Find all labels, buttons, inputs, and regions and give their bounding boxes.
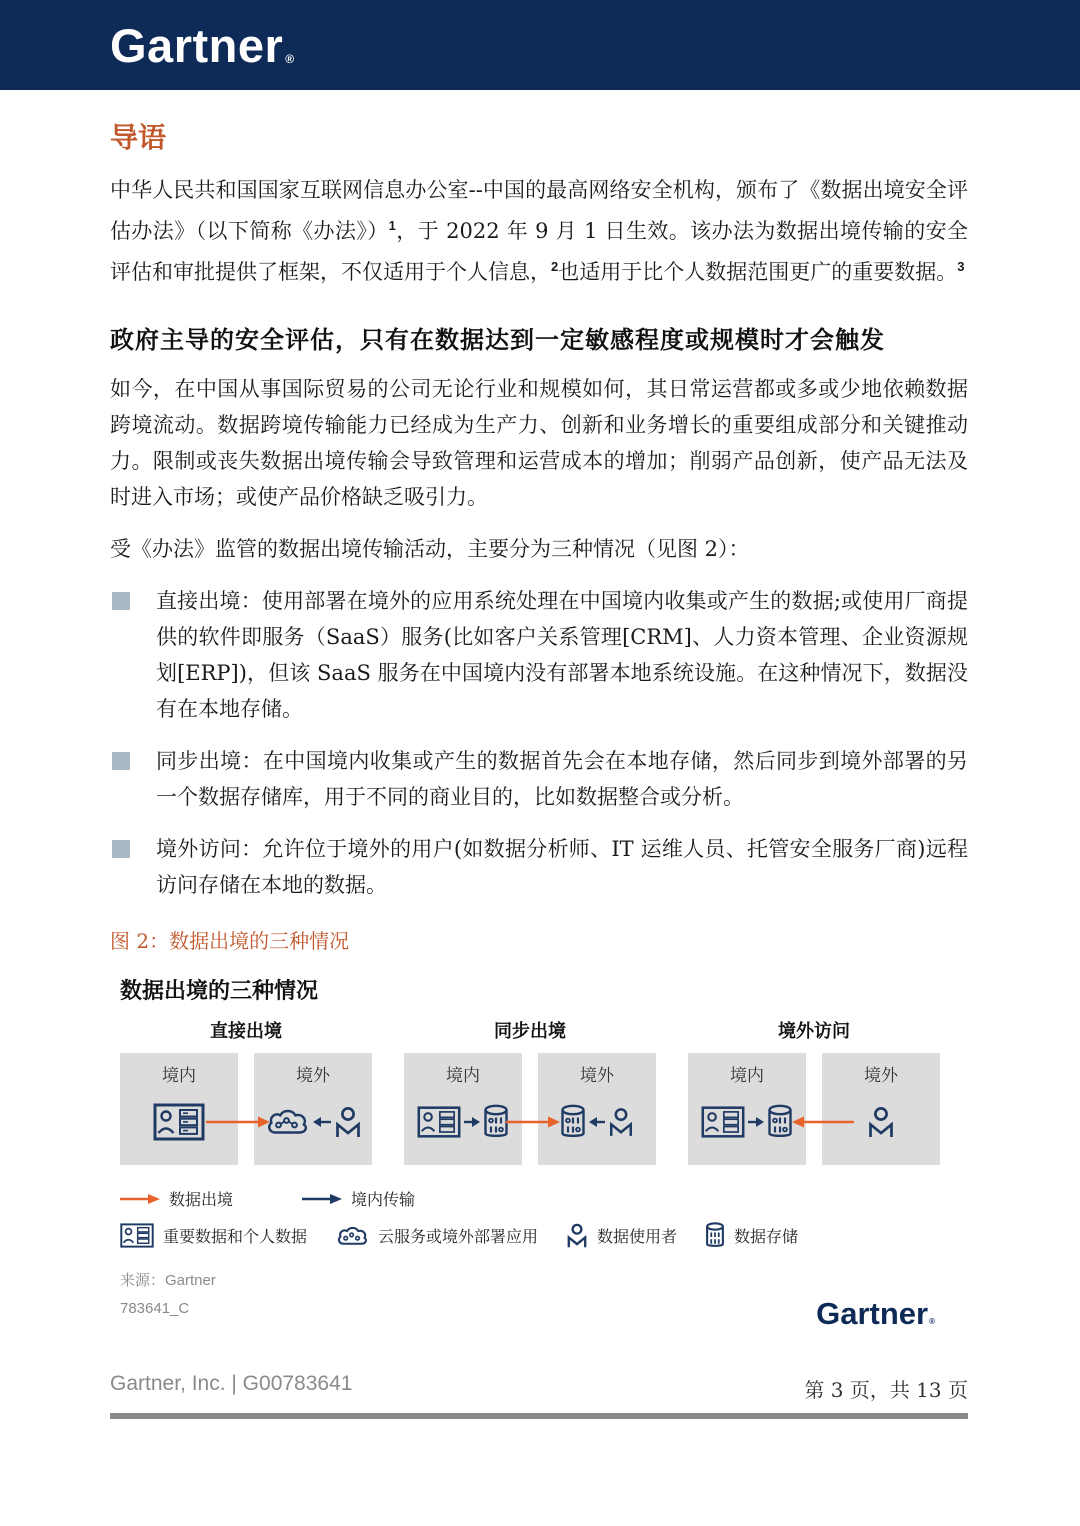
section-paragraph-1: 如今，在中国从事国际贸易的公司无论行业和规模如何，其日常运营都或多或少地依赖数据跨境流动。数据跨境传输能力已经成为生产力、创新和业务增长的重要组成部分和关键推动力。限制或丧失数据出境传输会导致管理和运营成本的增加；削弱产品创新，使产品无法及时进入市场；或使产品价格缺乏吸引力。 [110, 377, 968, 509]
bullet-text: 境外访问：允许位于境外的用户(如数据分析师、IT 运维人员、托管安全服务厂商)远程访问存储在本地的数据。 [156, 837, 968, 897]
zone-label: 境内 [730, 1066, 764, 1085]
figure-doc-code: 783641_C [120, 1300, 190, 1317]
user-icon [608, 1107, 634, 1137]
footnote-ref-2: 2 [551, 259, 559, 274]
arrow-left-icon [313, 1116, 331, 1128]
zone-box-domestic [404, 1053, 522, 1165]
data-card-icon [417, 1106, 461, 1138]
user-icon [334, 1106, 362, 1138]
zone-box-overseas [538, 1053, 656, 1165]
section-heading: 政府主导的安全评估，只有在数据达到一定敏感程度或规模时才会触发 [110, 327, 885, 354]
legend-item-data-export [120, 1187, 302, 1210]
top-brand-bar [0, 0, 1080, 90]
footer-rule [110, 1413, 968, 1419]
footnote-ref-1: 1 [388, 218, 396, 233]
arrow-right-icon [748, 1116, 764, 1128]
intro-paragraph [110, 172, 968, 290]
intro-paragraph-part-a: 中华人民共和国国家互联网信息办公室--中国的最高网络安全机构，颁布了《数据出境安全评估办法》（以下简称《办法》） [110, 178, 968, 243]
registered-mark-icon: ® [929, 1317, 935, 1326]
scenario-direct-export [120, 1017, 372, 1165]
scenario-boxes [120, 1053, 372, 1165]
export-arrow-icon [206, 1115, 270, 1129]
navy-transfer-arrow-icon [302, 1193, 342, 1205]
legend-label: 境内传输 [351, 1192, 416, 1209]
database-icon [705, 1222, 725, 1249]
legend-row-arrows [120, 1187, 968, 1210]
data-card-icon [120, 1223, 154, 1248]
orange-export-arrow-icon [120, 1193, 160, 1205]
export-arrow-icon [506, 1115, 560, 1129]
zone-box-overseas [254, 1053, 372, 1165]
scenario-label: 同步出境 [494, 1021, 566, 1041]
legend-label: 数据出境 [169, 1192, 234, 1209]
arrow-left-icon [589, 1116, 605, 1128]
zone-label: 境外 [580, 1066, 614, 1085]
legend-item-cloud-service [335, 1224, 538, 1248]
user-icon [867, 1106, 895, 1138]
database-icon [767, 1104, 793, 1140]
bullet-item-overseas-access [110, 831, 968, 903]
gartner-logo [110, 18, 295, 72]
cloud-icon [335, 1224, 369, 1248]
data-card-icon [701, 1106, 745, 1138]
gartner-footer-logo-text: Gartner [816, 1296, 929, 1331]
scenario-label: 直接出境 [210, 1021, 282, 1041]
arrow-right-icon [464, 1116, 480, 1128]
bullet-item-sync-export [110, 743, 968, 815]
figure-2 [110, 974, 968, 1317]
access-arrow-icon [792, 1115, 854, 1129]
legend-label: 重要数据和个人数据 [163, 1229, 308, 1246]
legend-row-icons [120, 1222, 968, 1249]
gartner-logo-text: Gartner [110, 18, 284, 72]
section-paragraph-2: 受《办法》监管的数据出境传输活动，主要分为三种情况（见图 2）： [110, 537, 750, 561]
bullet-text: 直接出境：使用部署在境外的应用系统处理在中国境内收集或产生的数据;或使用厂商提供的软件即服务（SaaS）服务(比如客户关系管理[CRM]、人力资本管理、企业资源规划[ERP])，但该 SaaS 服务在中国境内没有部署本地系统设施。在这种情况下，数据没有在本地存储。 [156, 589, 968, 721]
scenario-overseas-access [688, 1017, 940, 1165]
legend-item-domestic-transfer [302, 1187, 415, 1210]
scenario-boxes [404, 1053, 656, 1165]
footer-page-number: 第 3 页，共 13 页 [804, 1378, 968, 1402]
intro-heading: 导语 [110, 122, 167, 153]
bullet-list [110, 583, 968, 903]
gartner-footer-logo [816, 1298, 935, 1329]
database-icon [560, 1104, 586, 1140]
data-card-icon [153, 1103, 205, 1141]
figure-source: 来源：Gartner [120, 1272, 216, 1289]
legend-label: 数据使用者 [597, 1229, 678, 1246]
bullet-square-icon [112, 592, 130, 610]
scenario-boxes [688, 1053, 940, 1165]
zone-box-domestic [688, 1053, 806, 1165]
intro-paragraph-part-c: 也适用于比个人数据范围更广的重要数据。 [558, 260, 958, 284]
bullet-square-icon [112, 752, 130, 770]
footer-publisher: Gartner, Inc. | G00783641 [110, 1372, 353, 1395]
scenario-label: 境外访问 [778, 1021, 850, 1041]
zone-label: 境内 [162, 1066, 196, 1085]
bullet-text: 同步出境：在中国境内收集或产生的数据首先会在本地存储，然后同步到境外部署的另一个数据存储库，用于不同的商业目的，比如数据整合或分析。 [156, 749, 968, 809]
footnote-ref-3: 3 [957, 259, 965, 274]
legend-item-data-user [566, 1223, 677, 1248]
bullet-square-icon [112, 840, 130, 858]
zone-box-domestic [120, 1053, 238, 1165]
zone-label: 境外 [296, 1066, 330, 1085]
zone-label: 境内 [446, 1066, 480, 1085]
cloud-icon [264, 1106, 310, 1138]
bullet-item-direct-export [110, 583, 968, 727]
registered-mark-icon: ® [285, 51, 295, 66]
content-column [0, 116, 1080, 1317]
figure-legend [120, 1187, 968, 1249]
legend-item-important-data [120, 1223, 307, 1248]
figure-caption: 图 2：数据出境的三种情况 [110, 929, 350, 953]
legend-label: 云服务或境外部署应用 [378, 1229, 539, 1246]
figure-scenarios [120, 1017, 968, 1165]
zone-box-overseas [822, 1053, 940, 1165]
legend-label: 数据存储 [734, 1229, 799, 1246]
zone-label: 境外 [864, 1066, 898, 1085]
figure-title: 数据出境的三种情况 [120, 978, 319, 1003]
intro-paragraph-part-b: ，于 2022 年 9 月 1 日生效。该办法为数据出境传输的安全评估和审批提供了框架，不仅适用于个人信息， [110, 219, 969, 284]
scenario-sync-export [404, 1017, 656, 1165]
legend-item-data-storage [705, 1222, 798, 1249]
user-icon [566, 1223, 588, 1248]
